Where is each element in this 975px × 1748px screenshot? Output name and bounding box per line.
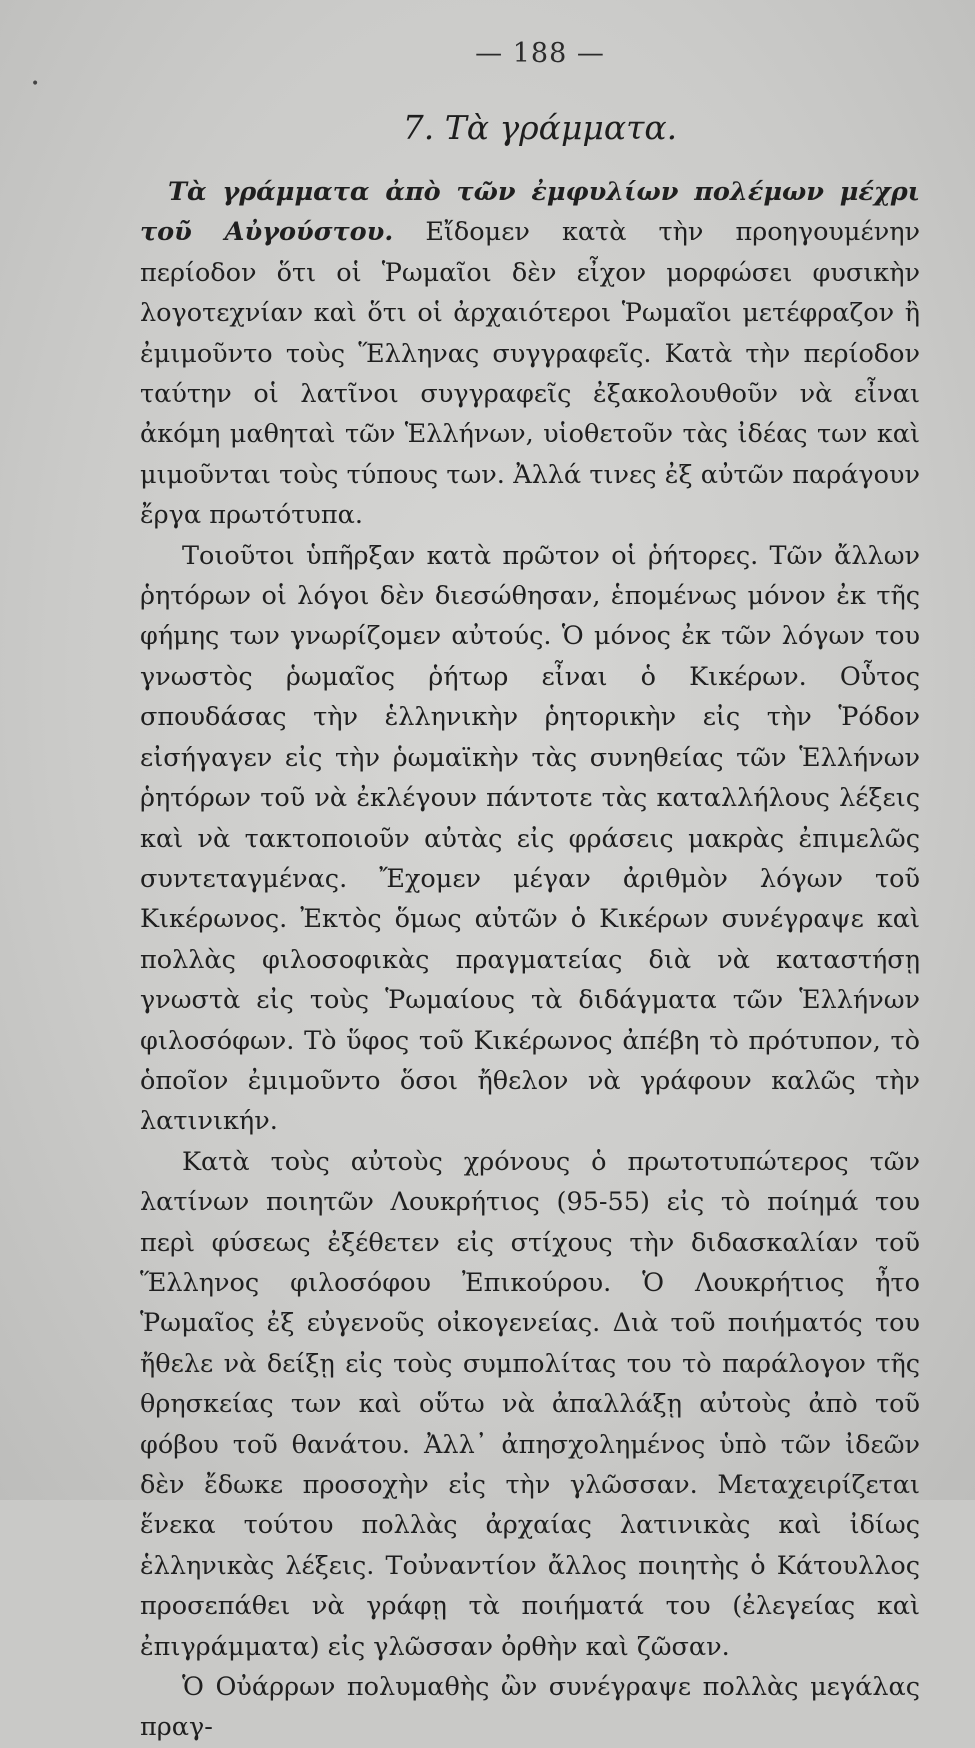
paragraph-1 <box>140 172 920 536</box>
corner-mark: • <box>31 76 40 92</box>
page-number: — 188 — <box>475 38 605 69</box>
body-text <box>140 172 920 1748</box>
chapter-title: 7. Τὰ γράμματα. <box>402 108 678 147</box>
paragraph-text: Εἴδομεν κατὰ τὴν προηγουμένην περίοδον ὅτι οἱ Ῥωμαῖοι δὲν εἶχον μορφώσει φυσικὴν λογοτεχνίαν καὶ ὅτι οἱ ἀρχαιότεροι Ῥωμαῖοι μετέφραζον ἢ ἐμιμοῦντο τοὺς Ἕλληνας συγγραφεῖς. Κατὰ τὴν περίοδον ταύτην οἱ λατῖνοι συγγραφεῖς ἐξακολουθοῦν νὰ εἶναι ἀκόμη μαθηταὶ τῶν Ἑλλήνων, υἱοθετοῦν τὰς ἰδέας των καὶ μιμοῦνται τοὺς τύπους των. Ἀλλά τινες ἐξ αὐτῶν παράγουν ἔργα πρωτότυπα. <box>140 217 920 531</box>
section-heading: Τὰ γράμματα ἀπὸ τῶν ἐμφυλίων πολέμων μέχρι τοῦ Αὐγούστου. <box>140 177 920 248</box>
paragraph-2: Τοιοῦτοι ὑπῆρξαν κατὰ πρῶτον οἱ ῥήτορες. Τῶν ἄλλων ῥητόρων οἱ λόγοι δὲν διεσώθησαν, ἑπομένως μόνον ἐκ τῆς φήμης των γνωρίζομεν αὐτούς. Ὁ μόνος ἐκ τῶν λόγων του γνωστὸς ῥωμαῖος ῥήτωρ εἶναι ὁ Κικέρων. Οὗτος σπουδάσας τὴν ἑλληνικὴν ῥητορικὴν εἰς τὴν Ῥόδον εἰσήγαγεν εἰς τὴν ῥωμαϊκὴν τὰς συνηθείας τῶν Ἑλλήνων ῥητόρων τοῦ νὰ ἐκλέγουν πάντοτε τὰς καταλλήλους λέξεις καὶ νὰ τακτοποιοῦν αὐτὰς εἰς φράσεις μακρὰς ἐπιμελῶς συντεταγμένας. Ἔχομεν μέγαν ἀριθμὸν λόγων τοῦ Κικέρωνος. Ἐκτὸς ὅμως αὐτῶν ὁ Κικέρων συνέγραψε καὶ πολλὰς φιλοσοφικὰς πραγματείας διὰ νὰ καταστήσῃ γνωστὰ εἰς τοὺς Ῥωμαίους τὰ διδάγματα τῶν Ἑλλήνων φιλοσόφων. Τὸ ὕφος τοῦ Κικέρωνος ἀπέβη τὸ πρότυπον, τὸ ὁποῖον ἐμιμοῦντο ὅσοι ἤθελον νὰ γράφουν καλῶς τὴν λατινικήν. <box>140 540 920 1137</box>
paragraph-4: Ὁ Οὐάρρων πολυμαθὴς ὢν συνέγραψε πολλὰς μεγάλας πραγ- <box>140 1672 920 1743</box>
paragraph-3: Κατὰ τοὺς αὐτοὺς χρόνους ὁ πρωτοτυπώτερος τῶν λατίνων ποιητῶν Λουκρήτιος (95-55) εἰς τὸ ποίημά του περὶ φύσεως ἐξέθετεν εἰς στίχους τὴν διδασκαλίαν τοῦ Ἕλληνος φιλοσόφου Ἐπικούρου. Ὁ Λουκρήτιος ἦτο Ῥωμαῖος ἐξ εὐγενοῦς οἰκογενείας. Διὰ τοῦ ποιήματός του ἤθελε νὰ δείξῃ εἰς τοὺς συμπολίτας του τὸ παράλογον τῆς θρησκείας των καὶ οὕτω νὰ ἀπαλλάξῃ αὐτοὺς ἀπὸ τοῦ φόβου τοῦ θανάτου. Ἀλλ᾽ ἀπησχολημένος ὑπὸ τῶν ἰδεῶν δὲν ἔδωκε προσοχὴν εἰς τὴν γλῶσσαν. Μεταχειρίζεται ἕνεκα τούτου πολλὰς ἀρχαίας λατινικὰς καὶ ἰδίως ἑλληνικὰς λέξεις. Τοὐναντίον ἄλλος ποιητὴς ὁ Κάτουλλος προσεπάθει νὰ γράφῃ τὰ ποιήματά του (ἐλεγείας καὶ ἐπιγράμματα) εἰς γλῶσσαν ὀρθὴν καὶ ζῶσαν. <box>140 1146 920 1662</box>
